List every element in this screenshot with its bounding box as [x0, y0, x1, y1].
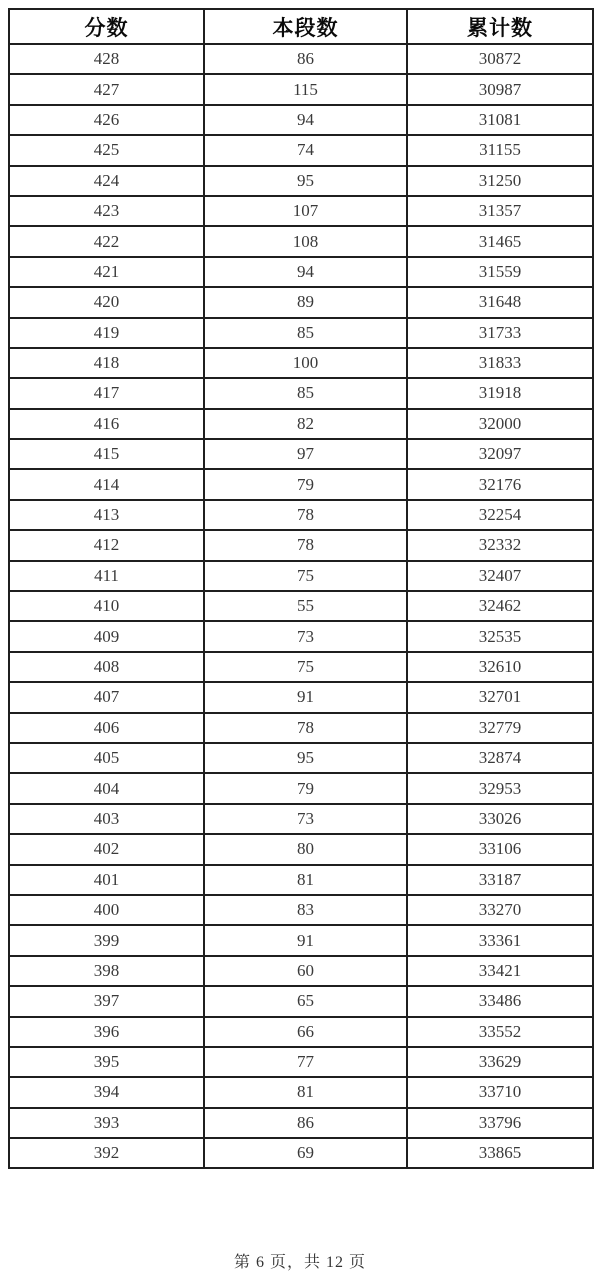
page-footer: 第 6 页，共 12 页 — [233, 1254, 366, 1271]
table-row — [9, 561, 593, 591]
score-cell: 397 — [9, 986, 204, 1016]
table-row — [9, 773, 593, 803]
segment-count-cell: 73 — [204, 804, 407, 834]
segment-count-cell: 91 — [204, 925, 407, 955]
table-row — [9, 409, 593, 439]
cumulative-count-cell: 33026 — [407, 804, 593, 834]
score-cell: 398 — [9, 956, 204, 986]
table-body — [9, 44, 593, 1168]
score-cell: 417 — [9, 378, 204, 408]
cumulative-count-cell: 31465 — [407, 226, 593, 256]
cumulative-count-cell: 31648 — [407, 287, 593, 317]
score-cell: 421 — [9, 257, 204, 287]
segment-count-cell: 89 — [204, 287, 407, 317]
segment-count-cell: 60 — [204, 956, 407, 986]
table-row — [9, 226, 593, 256]
cumulative-count-cell: 32097 — [407, 439, 593, 469]
table-row — [9, 105, 593, 135]
segment-count-cell: 85 — [204, 318, 407, 348]
cumulative-count-cell: 31081 — [407, 105, 593, 135]
segment-count-cell: 75 — [204, 652, 407, 682]
segment-count-cell: 78 — [204, 530, 407, 560]
score-cell: 407 — [9, 682, 204, 712]
segment-count-cell: 74 — [204, 135, 407, 165]
column-header-segment-count: 本段数 — [204, 9, 407, 44]
table-row — [9, 743, 593, 773]
score-cell: 419 — [9, 318, 204, 348]
table-row — [9, 591, 593, 621]
cumulative-count-cell: 30872 — [407, 44, 593, 74]
table-row — [9, 257, 593, 287]
table-row — [9, 865, 593, 895]
segment-count-cell: 107 — [204, 196, 407, 226]
table-row — [9, 439, 593, 469]
score-cell: 392 — [9, 1138, 204, 1168]
table-row — [9, 74, 593, 104]
table-row — [9, 348, 593, 378]
table-row — [9, 713, 593, 743]
table-row — [9, 166, 593, 196]
table-row — [9, 530, 593, 560]
cumulative-count-cell: 33710 — [407, 1077, 593, 1107]
table-row — [9, 135, 593, 165]
segment-count-cell: 81 — [204, 865, 407, 895]
table-row — [9, 287, 593, 317]
score-cell: 399 — [9, 925, 204, 955]
score-distribution-table — [8, 8, 594, 1169]
score-cell: 413 — [9, 500, 204, 530]
table-row — [9, 1138, 593, 1168]
cumulative-count-cell: 32176 — [407, 469, 593, 499]
score-cell: 418 — [9, 348, 204, 378]
score-cell: 393 — [9, 1108, 204, 1138]
score-cell: 395 — [9, 1047, 204, 1077]
score-cell: 427 — [9, 74, 204, 104]
segment-count-cell: 66 — [204, 1017, 407, 1047]
segment-count-cell: 69 — [204, 1138, 407, 1168]
score-cell: 423 — [9, 196, 204, 226]
score-cell: 424 — [9, 166, 204, 196]
cumulative-count-cell: 31357 — [407, 196, 593, 226]
score-cell: 409 — [9, 621, 204, 651]
score-cell: 403 — [9, 804, 204, 834]
table-header-row — [9, 9, 593, 44]
cumulative-count-cell: 31250 — [407, 166, 593, 196]
table-row — [9, 44, 593, 74]
table-row — [9, 804, 593, 834]
segment-count-cell: 97 — [204, 439, 407, 469]
cumulative-count-cell: 32701 — [407, 682, 593, 712]
segment-count-cell: 86 — [204, 44, 407, 74]
cumulative-count-cell: 33361 — [407, 925, 593, 955]
cumulative-count-cell: 33865 — [407, 1138, 593, 1168]
score-cell: 416 — [9, 409, 204, 439]
table-row — [9, 500, 593, 530]
segment-count-cell: 85 — [204, 378, 407, 408]
cumulative-count-cell: 32779 — [407, 713, 593, 743]
segment-count-cell: 83 — [204, 895, 407, 925]
column-header-cumulative-count: 累计数 — [407, 9, 593, 44]
column-header-score: 分数 — [9, 9, 204, 44]
table-row — [9, 1108, 593, 1138]
score-cell: 426 — [9, 105, 204, 135]
table-row — [9, 318, 593, 348]
score-cell: 428 — [9, 44, 204, 74]
segment-count-cell: 80 — [204, 834, 407, 864]
segment-count-cell: 115 — [204, 74, 407, 104]
table-row — [9, 469, 593, 499]
cumulative-count-cell: 31833 — [407, 348, 593, 378]
cumulative-count-cell: 32535 — [407, 621, 593, 651]
segment-count-cell: 94 — [204, 105, 407, 135]
score-cell: 406 — [9, 713, 204, 743]
score-cell: 415 — [9, 439, 204, 469]
score-cell: 411 — [9, 561, 204, 591]
segment-count-cell: 77 — [204, 1047, 407, 1077]
segment-count-cell: 73 — [204, 621, 407, 651]
table-row — [9, 621, 593, 651]
segment-count-cell: 65 — [204, 986, 407, 1016]
table-row — [9, 895, 593, 925]
table-row — [9, 834, 593, 864]
segment-count-cell: 79 — [204, 773, 407, 803]
score-cell: 410 — [9, 591, 204, 621]
segment-count-cell: 55 — [204, 591, 407, 621]
cumulative-count-cell: 31155 — [407, 135, 593, 165]
cumulative-count-cell: 33552 — [407, 1017, 593, 1047]
score-cell: 394 — [9, 1077, 204, 1107]
cumulative-count-cell: 33421 — [407, 956, 593, 986]
table-row — [9, 925, 593, 955]
cumulative-count-cell: 32407 — [407, 561, 593, 591]
cumulative-count-cell: 33486 — [407, 986, 593, 1016]
score-cell: 422 — [9, 226, 204, 256]
cumulative-count-cell: 31918 — [407, 378, 593, 408]
score-cell: 400 — [9, 895, 204, 925]
table-row — [9, 956, 593, 986]
cumulative-count-cell: 32610 — [407, 652, 593, 682]
cumulative-count-cell: 31733 — [407, 318, 593, 348]
segment-count-cell: 108 — [204, 226, 407, 256]
table-row — [9, 1047, 593, 1077]
segment-count-cell: 81 — [204, 1077, 407, 1107]
score-cell: 402 — [9, 834, 204, 864]
segment-count-cell: 75 — [204, 561, 407, 591]
table-row — [9, 1077, 593, 1107]
cumulative-count-cell: 32462 — [407, 591, 593, 621]
table-row — [9, 378, 593, 408]
cumulative-count-cell: 33796 — [407, 1108, 593, 1138]
cumulative-count-cell: 32332 — [407, 530, 593, 560]
cumulative-count-cell: 32000 — [407, 409, 593, 439]
score-cell: 425 — [9, 135, 204, 165]
score-cell: 414 — [9, 469, 204, 499]
score-cell: 404 — [9, 773, 204, 803]
cumulative-count-cell: 32874 — [407, 743, 593, 773]
segment-count-cell: 78 — [204, 500, 407, 530]
cumulative-count-cell: 33106 — [407, 834, 593, 864]
cumulative-count-cell: 30987 — [407, 74, 593, 104]
cumulative-count-cell: 31559 — [407, 257, 593, 287]
table-row — [9, 652, 593, 682]
table-row — [9, 682, 593, 712]
segment-count-cell: 95 — [204, 166, 407, 196]
table-row — [9, 986, 593, 1016]
segment-count-cell: 91 — [204, 682, 407, 712]
segment-count-cell: 86 — [204, 1108, 407, 1138]
cumulative-count-cell: 33629 — [407, 1047, 593, 1077]
segment-count-cell: 95 — [204, 743, 407, 773]
table-row — [9, 196, 593, 226]
segment-count-cell: 79 — [204, 469, 407, 499]
segment-count-cell: 78 — [204, 713, 407, 743]
score-cell: 405 — [9, 743, 204, 773]
segment-count-cell: 94 — [204, 257, 407, 287]
segment-count-cell: 100 — [204, 348, 407, 378]
score-cell: 420 — [9, 287, 204, 317]
score-cell: 412 — [9, 530, 204, 560]
cumulative-count-cell: 33270 — [407, 895, 593, 925]
score-cell: 396 — [9, 1017, 204, 1047]
segment-count-cell: 82 — [204, 409, 407, 439]
cumulative-count-cell: 32254 — [407, 500, 593, 530]
cumulative-count-cell: 33187 — [407, 865, 593, 895]
table-row — [9, 1017, 593, 1047]
cumulative-count-cell: 32953 — [407, 773, 593, 803]
score-cell: 408 — [9, 652, 204, 682]
score-cell: 401 — [9, 865, 204, 895]
